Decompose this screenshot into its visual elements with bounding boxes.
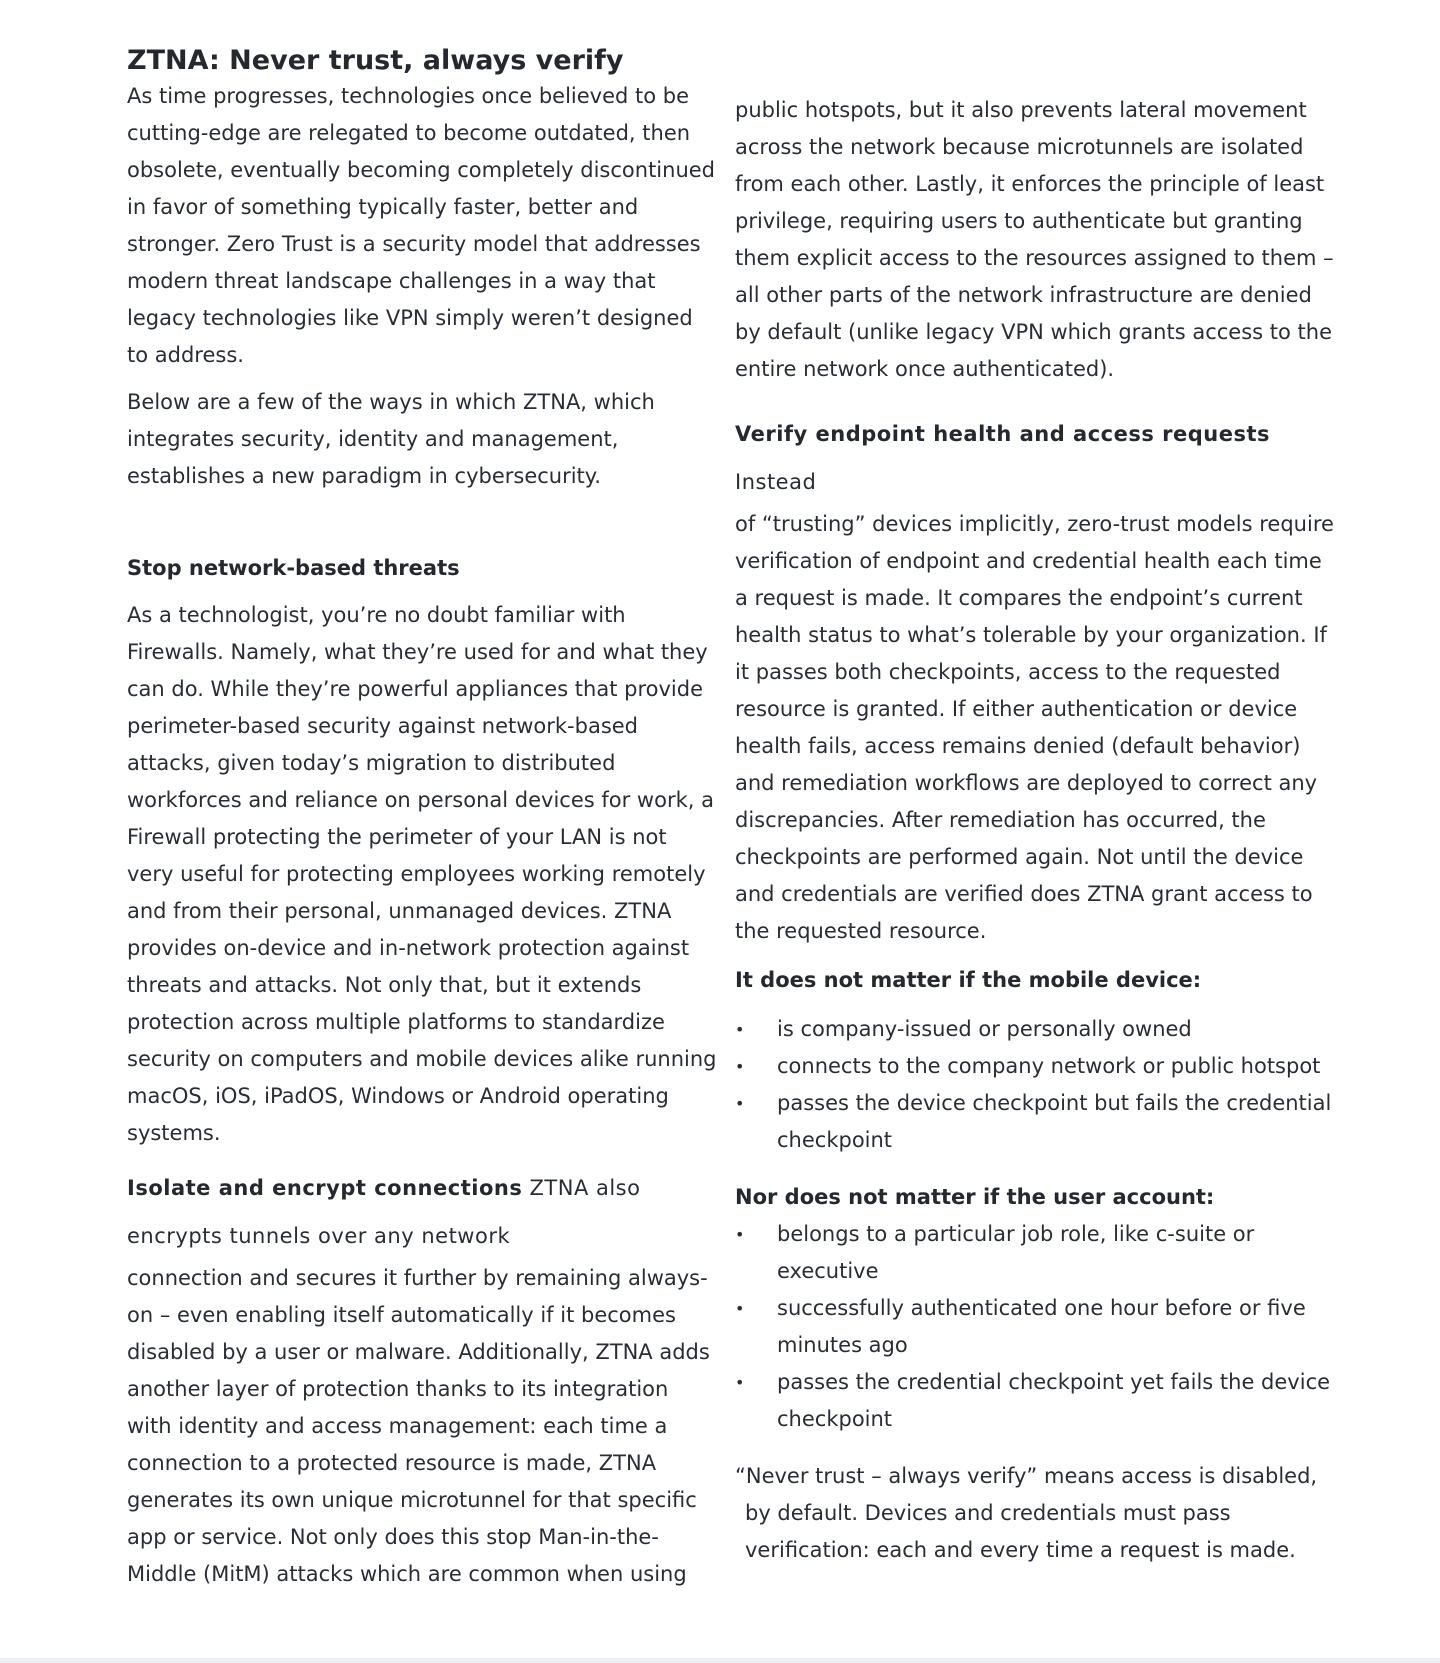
verify-endpoint-body: of “trusting” devices implicitly, zero-trust models require verification of endpoint and credential health each time a request is made. It compares the endpoint’s current health status to what’s tolerable by your organization. If it passes both checkpoints, access to the requested resource is granted. If either authentication or device health fails, access remains denied (default behavior) and remediation workflows are deployed to correct any discrepancies. After remediation has occurred, the checkpoints are performed again. Not until the device and credentials are verified does ZTNA grant access to the requested resource. [735,512,1334,943]
verify-endpoint-lead-line [735,410,1335,506]
list-item: • connects to the company network or public hotspot [735,1048,1335,1085]
intro-paragraph-1: As time progresses, technologies once believed to be cutting-edge are relegated to become outdated, then obsolete, eventually becoming completely discontinued in favor of something typically faster, better and stronger. Zero Trust is a security model that addresses modern threat landscape challenges in a way that legacy technologies like VPN simply weren’t designed to address. [127,84,716,367]
network-threats-body: As a technologist, you’re no doubt familiar with Firewalls. Namely, what they’re used for and what they can do. While they’re powerful appliances that provide perimeter-based security against network-based attacks, given today’s migration to distributed workforces and reliance on personal devices for work, a Firewall protecting the perimeter of your LAN is not very useful for protecting employees working remotely and from their personal, unmanaged devices. ZTNA provides on-device and in-network protection against threats and attacks. Not only that, but it extends protection across multiple platforms to standardize security on computers and mobile devices alike running macOS, iOS, iPadOS, Windows or Android operating systems. [127,603,717,1145]
user-account-heading: Nor does not matter if the user account: [735,1185,1215,1209]
list-item: • is company-issued or personally owned [735,1011,1335,1048]
list-item: • successfully authenticated one hour before or five minutes ago [735,1290,1335,1364]
page-bottom-divider [0,1658,1440,1663]
list-item: • passes the credential checkpoint yet fails the device checkpoint [735,1364,1335,1438]
isolate-connections-lead-line [127,1164,717,1260]
closing-line-3: verification: each and every time a request is made. [745,1538,1296,1562]
page-title: ZTNA: Never trust, always verify [127,45,624,76]
list-item: • passes the device checkpoint but fails the credential checkpoint [735,1085,1335,1159]
right-column [735,92,1335,1569]
mobile-device-heading: It does not matter if the mobile device: [735,968,1202,992]
verify-endpoint-heading: Verify endpoint health and access requests [735,422,1271,446]
isolate-connections-body-right: public hotspots, but it also prevents lateral movement across the network because microtunnels are isolated from each other. Lastly, it enforces the principle of least privilege, requiring users to authenticate but granting them explicit access to the resources assigned to them – all other parts of the network infrastructure are denied by default (unlike legacy VPN which grants access to the entire network once authenticated). [735,98,1334,381]
closing-statement [735,1458,1335,1569]
intro-paragraph-2: Below are a few of the ways in which ZTNA, which integrates security, identity and management, establishes a new paradigm in cybersecurity. [127,390,655,488]
isolate-connections-heading: Isolate and encrypt connections [127,1176,523,1200]
list-item: • belongs to a particular job role, like c-suite or executive [735,1216,1335,1290]
isolate-connections-body-left: connection and secures it further by remaining always-on – even enabling itself automatically if it becomes disabled by a user or malware. Additionally, ZTNA adds another layer of protection thanks to its integration with identity and access management: each time a connection to a protected resource is made, ZTNA generates its own unique microtunnel for that specific app or service. Not only does this stop Man-in-the-Middle (MitM) attacks which are common when using [127,1266,710,1586]
verify-endpoint-lead: Instead [735,470,817,494]
closing-line-1: “Never trust – always verify” means access is disabled, [735,1464,1318,1488]
user-account-list [735,1216,1335,1438]
network-threats-heading: Stop network-based threats [127,556,460,580]
mobile-device-list [735,1011,1335,1159]
closing-line-2: by default. Devices and credentials must pass [745,1501,1231,1525]
left-column [127,44,717,1593]
isolate-connections-lead: ZTNA also encrypts tunnels over any network [127,1176,641,1248]
